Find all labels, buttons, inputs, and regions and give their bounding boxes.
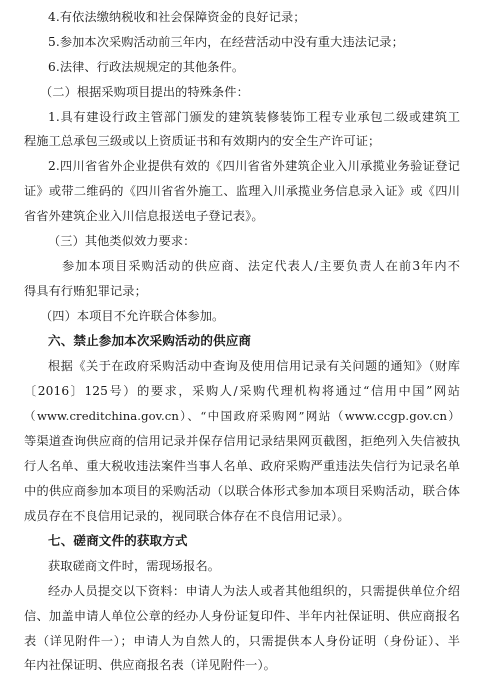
section-7-para-2-line-3: 表（详见附件一）；申请人为自然人的，只需提供本人身份证明（身份证）、半 (24, 634, 460, 648)
condition-6: 6.法律、行政法规规定的其他条件。 (48, 60, 245, 74)
section-6-para-line-5: 行人名单、重大税收违法案件当事人名单、政府采购严重违法失信行为记录名单 (24, 459, 460, 473)
condition-5: 5.参加本次采购活动前三年内，在经营活动中没有重大违法记录； (48, 35, 404, 49)
section-7-para-2-line-2: 信、加盖申请人单位公章的经办人身份证复印件、半年内社保证明、供应商报名 (24, 609, 460, 623)
section-7-para-2-line-1: 经办人员提交以下资料：申请人为法人或者其他组织的，只需提供单位介绍 (48, 584, 460, 598)
special-condition-2-line-1: 2.四川省省外企业提供有效的《四川省省外建筑企业入川承揽业务验证登记 (48, 159, 460, 173)
section-6-para-line-6: 中的供应商参加本项目的采购活动（以联合体形式参加本项目采购活动，联合体 (24, 484, 460, 498)
special-condition-1-line-1: 1.具有建设行政主管部门颁发的建筑装修装饰工程专业承包二级或建筑工 (48, 110, 460, 124)
other-requirement-line-1: 参加本项目采购活动的供应商、法定代表人/主要负责人在前3年内不 (62, 259, 460, 273)
special-condition-2-line-3: 省省外建筑企业入川信息报送电子登记表》。 (24, 209, 264, 223)
section-7-para-2-line-4: 年内社保证明、供应商报名表（详见附件一）。 (24, 658, 276, 672)
section-6-para-line-4: 等渠道查询供应商的信用记录并保存信用记录结果网页截图，拒绝列入失信被执 (24, 434, 460, 448)
subsection-3-heading: （三）其他类似效力要求： (48, 234, 196, 248)
special-condition-1-line-2: 程施工总承包三级或以上资质证书和有效期内的安全生产许可证； (24, 134, 381, 148)
section-6-para-line-7: 成员存在不良信用记录的，视同联合体存在不良信用记录）。 (24, 509, 350, 523)
subsection-2-heading: （二）根据采购项目提出的特殊条件： (40, 85, 249, 99)
condition-4: 4.有依法缴纳税收和社会保障资金的良好记录； (48, 10, 306, 24)
section-7-heading: 七、磋商文件的获取方式 (48, 533, 188, 548)
special-condition-2-line-2: 证》或带二维码的《四川省省外施工、监理入川承揽业务信息录入证》或《四川 (24, 184, 460, 198)
section-6-para-line-2: 〔2016〕125号）的要求，采购人/采购代理机构将通过“信用中国”网站 (24, 384, 460, 398)
section-7-para-1: 获取磋商文件时，需现场报名。 (48, 559, 221, 573)
section-6-para-line-1: 根据《关于在政府采购活动中查询及使用信用记录有关问题的通知》（财库 (48, 359, 460, 373)
subsection-4-heading: （四）本项目不允许联合体参加。 (40, 309, 225, 323)
other-requirement-line-2: 得具有行贿犯罪记录； (24, 284, 147, 298)
section-6-para-line-3: （www.creditchina.gov.cn）、“中国政府采购网”网站（www.ccgp.gov.cn） (24, 409, 460, 423)
section-6-heading: 六、禁止参加本次采购活动的供应商 (48, 333, 252, 348)
